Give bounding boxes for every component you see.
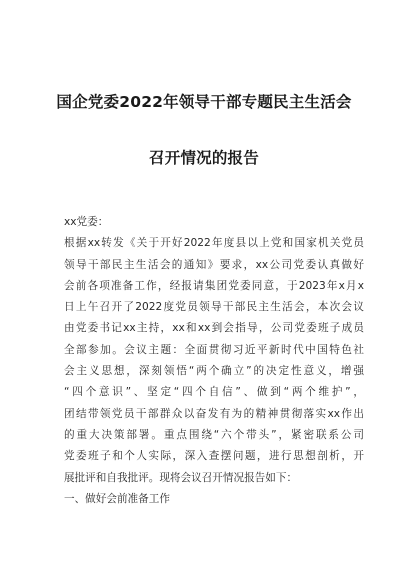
paragraph-line: 会前各项准备工作，经报请集团党委同意，于2023年x月x	[64, 279, 364, 292]
paragraph-line: 的重大决策部署。重点围绕“六个带头”，紧密联系公司	[64, 428, 364, 441]
paragraph-line: 展批评和自我批评。现将会议召开情况报告如下：	[64, 471, 298, 484]
paragraph-line: 全部参加。会议主题：全面贯彻习近平新时代中国特色社	[64, 343, 364, 356]
document-title: 国企党委2022年领导干部专题民主生活会	[56, 93, 352, 111]
document-body	[64, 212, 364, 510]
paragraph-line: 党委班子和个人实际，深入查摆问题，进行思想剖析，开	[64, 450, 364, 463]
document-subtitle: 召开情况的报告	[149, 149, 259, 167]
paragraph-line: 团结带领党员干部群众以奋发有为的精神贯彻落实xx作出	[64, 407, 364, 420]
section-heading: 一、做好会前准备工作	[64, 492, 170, 505]
paragraph-line: 会主义思想，深刻领悟“两个确立”的决定性意义，增强	[64, 365, 364, 378]
paragraph-line: 领导干部民主生活会的通知》要求，xx公司党委认真做好	[64, 258, 364, 271]
paragraph-line: 根据xx转发《关于开好2022年度县以上党和国家机关党员	[64, 237, 364, 250]
salutation: xx党委：	[64, 216, 109, 228]
paragraph-line: “四个意识”、坚定“四个自信”、做到“两个维护”，	[64, 386, 364, 399]
paragraph-line: 日上午召开了2022度党员领导干部民主生活会，本次会议	[64, 301, 364, 314]
paragraph-line: 由党委书记xx主持，xx和xx到会指导，公司党委班子成员	[64, 322, 364, 335]
